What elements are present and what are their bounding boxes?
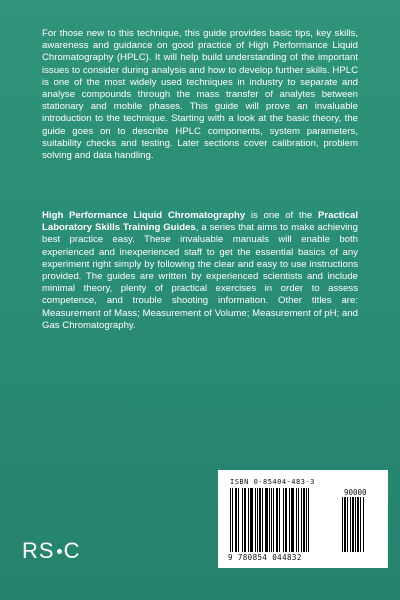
barcode-bar (308, 488, 309, 552)
description-paragraph (42, 28, 358, 162)
barcode-gap (364, 497, 365, 552)
logo-dot-icon (57, 549, 62, 554)
logo-text-right: C (63, 538, 81, 563)
ean-barcode-graphic (230, 488, 335, 552)
book-title-bold: High Performance Liquid Chromatography (42, 210, 246, 221)
addon-barcode-graphic (342, 497, 380, 552)
series-paragraph (42, 210, 358, 332)
barcode-panel (218, 470, 388, 568)
price-code-text: 90000 (344, 488, 367, 497)
series-name-bold: Practical Laboratory Skills Training Guides (42, 210, 358, 234)
series-text-a: is one of the (245, 210, 318, 221)
logo-text-left: RS (22, 538, 55, 563)
series-text-b: , a series that aims to make achieving best practice easy. These invaluable manuals will enable both experienced and inexperienced staff to get the essential basics of any experiment right simply by following the clear and easy to use instructions provided. The guides are written by experienced scientists and include minimal theory, plenty of practical exercises in order to assess competence, and trouble shooting information. Other titles are: Measurement of Mass; Measurement of Volume; Measurement of pH; and Gas Chromatography. (42, 222, 358, 331)
isbn-text: ISBN 0-85404-483-3 (230, 478, 315, 486)
ean-digits-text: 9 780854 044832 (228, 553, 302, 562)
description-text: For those new to this technique, this guide provides basic tips, key skills, awareness and guidance on good practice of High Performance Liquid Chromatography (HPLC). It will help build understanding of the important issues to consider during analysis and how to develop further skills. HPLC is one of the most widely used techniques in industry to separate and analyse compounds through the mass transfer of analytes between stationary and mobile phases. This guide will prove an invaluable introduction to the technique. Starting with a look at the basic theory, the guide goes on to describe HPLC components, system parameters, suitability checks and testing. Later sections cover calibration, problem solving and data handling. (42, 28, 358, 162)
rsc-logo (22, 538, 80, 564)
